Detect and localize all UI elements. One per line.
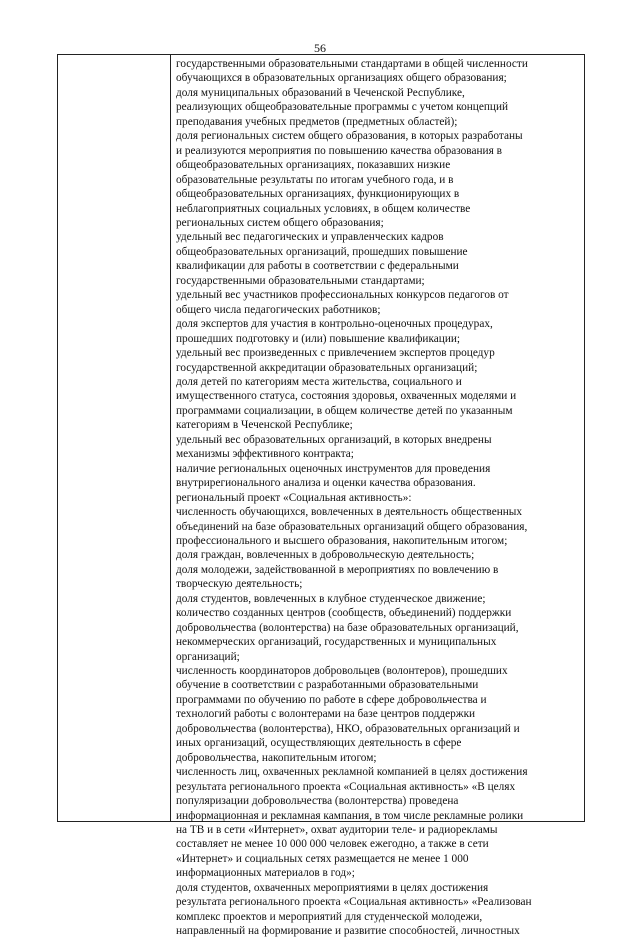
text-line: государственными образовательными стандартами в общей численности (176, 58, 528, 70)
text-line: общеобразовательных организациях, функционирующих в (176, 188, 460, 201)
text-line: направленный на формирование и развитие способностей, личностных (176, 925, 520, 938)
text-line: обучающихся в образовательных организациях общего образования; (176, 72, 507, 85)
text-line: имущественного статуса, состояния здоровья, охваченных моделями и (176, 390, 517, 403)
text-line: результата регионального проекта «Социальная активность» «Реализован (176, 896, 532, 909)
text-line: образовательные результаты по итогам учебного года, и в (176, 173, 454, 186)
text-line: программами по обучению по работе в сфере добровольчества и (176, 693, 487, 706)
text-line: объединений на базе образовательных организаций общего образования, (176, 520, 528, 533)
text-line: региональных систем общего образования; (176, 216, 384, 229)
text-line: технологий работы с волонтерами на базе центров поддержки (176, 708, 476, 721)
text-line: квалификации для работы в соответствии с федеральными (176, 260, 459, 273)
text-line: категориям в Чеченской Республике; (176, 419, 353, 432)
text-line: добровольчества (волонтерства) на базе образовательных организаций, (176, 621, 519, 634)
text-line: удельный вес произведенных с привлечением экспертов процедур (176, 347, 495, 360)
text-line: удельный вес участников профессиональных конкурсов педагогов от (176, 289, 509, 302)
text-line: профессионального и высшего образования, накопительным итогом; (176, 534, 508, 547)
text-line: общеобразовательных организаций, прошедших повышение (176, 245, 468, 258)
text-line: доля молодежи, задействованной в мероприятиях по вовлечению в (176, 563, 499, 576)
text-line: и реализуются мероприятия по повышению качества образования в (176, 144, 502, 157)
text-line: доля студентов, охваченных мероприятиями в целях достижения (176, 881, 489, 894)
text-line: удельный вес образовательных организаций, в которых внедрены (176, 433, 492, 446)
text-line: общеобразовательных организациях, показавших низкие (176, 159, 451, 172)
text-line: добровольчества (волонтерства), НКО, образовательных организаций и (176, 722, 520, 735)
text-line: иных организаций, осуществляющих деятельность в сфере (176, 737, 462, 750)
text-line: неблагоприятных социальных условиях, в общем количестве (176, 202, 471, 215)
text-line: количество созданных центров (сообществ, объединений) поддержки (176, 607, 512, 620)
table-left-cell (58, 55, 171, 821)
text-line: организаций; (176, 650, 240, 663)
text-line: численность лиц, охваченных рекламной компанией в целях достижения (176, 766, 528, 779)
text-line: творческую деятельность; (176, 578, 303, 591)
text-line: механизмы эффективного контракта; (176, 448, 354, 461)
text-line: внутрирегионального анализа и оценки качества образования. (176, 477, 476, 490)
text-line: региональный проект «Социальная активность»: (176, 491, 412, 504)
text-line: общего числа педагогических работников; (176, 303, 381, 316)
text-line: доля экспертов для участия в контрольно-оценочных процедурах, (176, 318, 493, 331)
text-line: государственной аккредитации образовательных организаций; (176, 361, 478, 374)
text-line: результата регионального проекта «Социальная активность» «В целях (176, 780, 516, 793)
text-line: доля граждан, вовлеченных в добровольческую деятельность; (176, 549, 475, 562)
text-line: некоммерческих организаций, государственных и муниципальных (176, 636, 497, 649)
text-line: программами социализации, в общем количестве детей по указанным (176, 404, 513, 417)
text-line: на ТВ и в сети «Интернет», охват аудитории теле- и радиорекламы (176, 824, 498, 837)
text-line: информационная и рекламная кампания, в том числе рекламные ролики (176, 809, 524, 822)
text-line: государственными образовательными стандартами; (176, 274, 425, 287)
text-line: доля региональных систем общего образования, в которых разработаны (176, 130, 523, 143)
text-line: преподавания учебных предметов (предметных областей); (176, 115, 458, 128)
text-line: популяризации добровольчества (волонтерства) проведена (176, 795, 459, 808)
text-line: обучение в соответствии с разработанными образовательными (176, 679, 479, 692)
text-line: численность координаторов добровольцев (волонтеров), прошедших (176, 665, 508, 678)
text-line: «Интернет» и социальных сетях размещается не менее 1 000 (176, 852, 469, 865)
text-line: комплекс проектов и мероприятий для студенческой молодежи, (176, 910, 483, 923)
text-line: добровольчества, накопительным итогом; (176, 751, 377, 764)
text-line: численность обучающихся, вовлеченных в деятельность общественных (176, 506, 523, 519)
text-line: доля студентов, вовлеченных в клубное студенческое движение; (176, 592, 486, 605)
text-line: реализующих общеобразовательные программы с учетом концепций (176, 101, 509, 114)
page-number: 56 (314, 41, 326, 55)
table-right-cell (171, 55, 584, 938)
text-line: прошедших подготовку и (или) повышение квалификации; (176, 332, 461, 345)
text-line: удельный вес педагогических и управленческих кадров (176, 231, 444, 244)
text-line: информационных материалов в год»; (176, 867, 355, 880)
text-line: доля детей по категориям места жительства, социального и (176, 375, 462, 388)
text-line: составляет не менее 10 000 000 человек ежегодно, а также в сети (176, 838, 489, 851)
document-table (57, 54, 585, 938)
text-line: наличие региональных оценочных инструментов для проведения (176, 462, 491, 475)
text-line: доля муниципальных образований в Чеченской Республике, (176, 86, 465, 99)
